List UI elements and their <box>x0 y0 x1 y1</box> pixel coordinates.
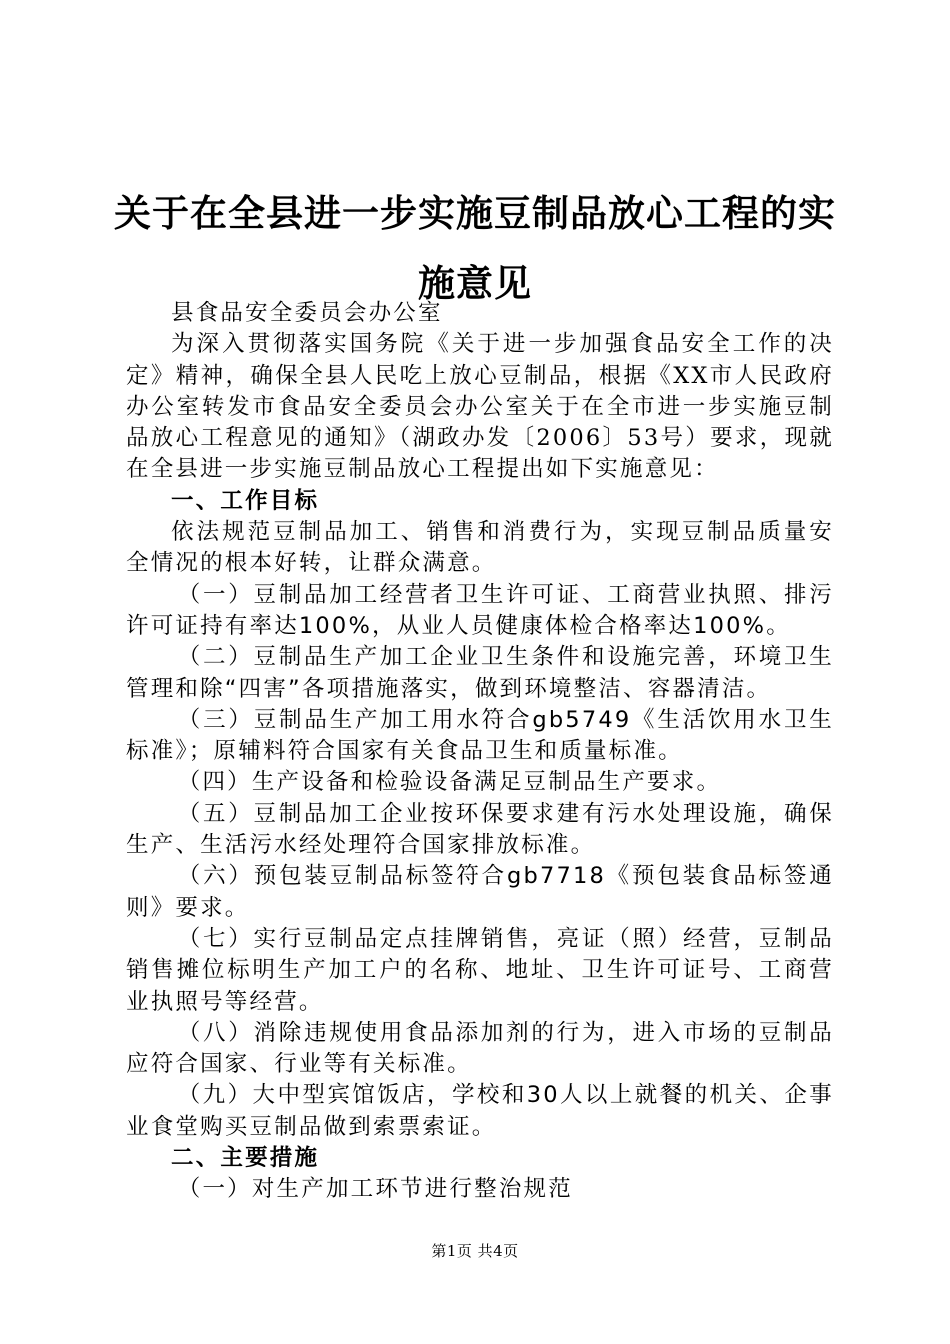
goal-item-1: （一）豆制品加工经营者卫生许可证、工商营业执照、排污许可证持有率达100%，从业人员健康体检合格率达100%。 <box>126 581 834 639</box>
goals-summary: 依法规范豆制品加工、销售和消费行为，实现豆制品质量安全情况的根本好转，让群众满意。 <box>126 519 834 577</box>
section-heading-measures: 二、主要措施 <box>171 1145 320 1172</box>
goal-item-7: （七）实行豆制品定点挂牌销售，亮证（照）经营，豆制品销售摊位标明生产加工户的名称、地址、卫生许可证号、工商营业执照号等经营。 <box>126 925 834 1015</box>
issuing-office: 县食品安全委员会办公室 <box>171 300 443 326</box>
page-footer: 第1页 共4页 <box>431 1242 519 1260</box>
goal-item-2: （二）豆制品生产加工企业卫生条件和设施完善，环境卫生管理和除“四害”各项措施落实，做到环境整洁、容器清洁。 <box>126 644 834 702</box>
goal-item-5: （五）豆制品加工企业按环保要求建有污水处理设施，确保生产、生活污水经处理符合国家排放标准。 <box>126 800 834 859</box>
goal-item-4: （四）生产设备和检验设备满足豆制品生产要求。 <box>177 769 722 796</box>
goal-item-6: （六）预包装豆制品标签符合gb7718《预包装食品标签通则》要求。 <box>126 863 834 921</box>
document-title: 关于在全县进一步实施豆制品放心工程的实施意见 <box>114 191 836 305</box>
goal-item-8: （八）消除违规使用食品添加剂的行为，进入市场的豆制品应符合国家、行业等有关标准。 <box>126 1019 834 1078</box>
section-heading-goals: 一、工作目标 <box>171 487 320 514</box>
goal-item-9: （九）大中型宾馆饭店，学校和30人以上就餐的机关、企事业食堂购买豆制品做到索票索证。 <box>126 1082 834 1140</box>
goal-item-3: （三）豆制品生产加工用水符合gb5749《生活饮用水卫生标准》；原辅料符合国家有关食品卫生和质量标准。 <box>126 706 834 765</box>
measure-item-1: （一）对生产加工环节进行整治规范 <box>177 1176 573 1203</box>
intro-paragraph: 为深入贯彻落实国务院《关于进一步加强食品安全工作的决定》精神，确保全县人民吃上放心豆制品，根据《XX市人民政府办公室转发市食品安全委员会办公室关于在全市进一步实施豆制品放心工程意见的通知》（湖政办发〔2006〕53号）要求，现就在全县进一步实施豆制品放心工程提出如下实施意见： <box>126 331 834 483</box>
document-body <box>126 298 834 1206</box>
